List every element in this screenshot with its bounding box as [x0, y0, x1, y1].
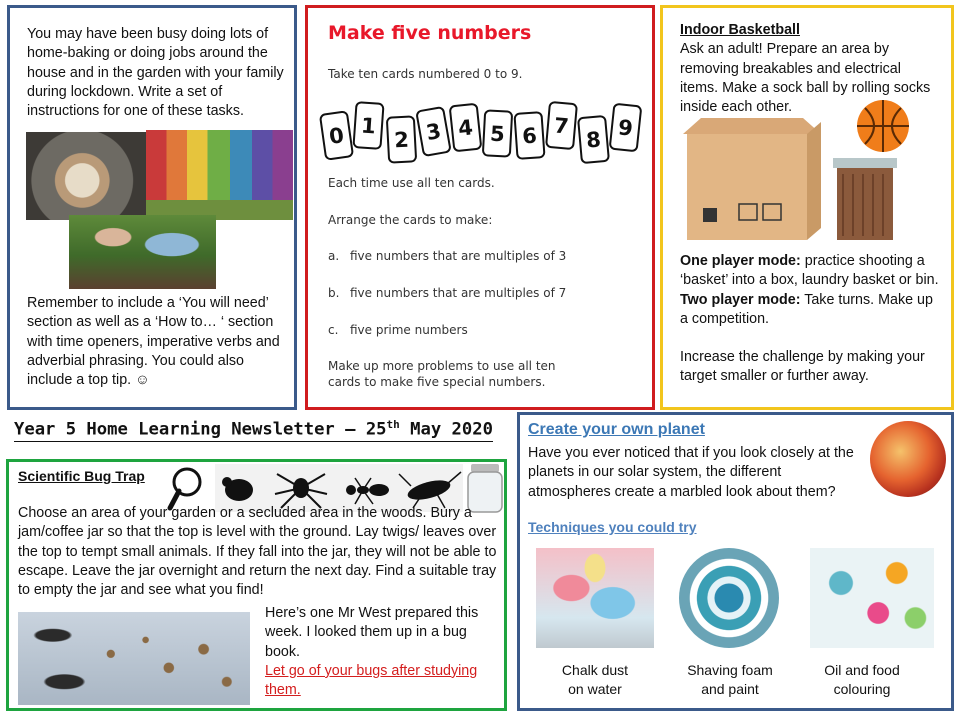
basketball-intro: Ask an adult! Prepare an area by removing breakables and electrical items. Make a sock ball by rolling socks inside each other.: [680, 41, 931, 116]
caption-oil: Oil and food colouring: [824, 662, 900, 698]
numbers-item-c: [328, 322, 648, 338]
two-player-text: Two player mode: Take turns. Make up a competition.: [680, 291, 933, 327]
gardening-photo: [69, 215, 216, 289]
oil-colouring-photo: [810, 548, 934, 648]
cardboard-box-icon: [683, 118, 821, 240]
writing-remember-text: Remember to include a ‘You will need’ section as well as a ‘How to… ‘ section with time openers, imperative verbs and adverbial phrasing. You could also include a top tip. ☺: [27, 295, 280, 389]
rainbow-fence-photo: [146, 130, 293, 220]
laundry-basket-icon: [833, 158, 897, 240]
box-and-basket-illustration: [683, 96, 933, 244]
numbers-item-a: [328, 248, 648, 264]
number-card: 6: [513, 111, 545, 160]
chalk-dust-photo: [536, 548, 654, 648]
number-card: 0: [319, 110, 354, 161]
beetle-icon: [222, 477, 253, 501]
writing-intro-text: You may have been busy doing lots of home-baking or doing jobs around the house and in the garden with your family during lockdown. Write a set of instructions for one of these tasks.: [27, 26, 284, 120]
basketball-challenge: Increase the challenge by making your target smaller or further away.: [680, 349, 925, 385]
numbers-line2: Each time use all ten cards.: [328, 176, 495, 190]
marbled-planet-photo: [870, 421, 946, 497]
bug-trap-side-text: Here’s one Mr West prepared this week. I looked them up in a bug book.: [265, 605, 479, 660]
number-card: 3: [415, 106, 452, 157]
panel-indoor-basketball: [660, 5, 954, 410]
caption-chalk: Chalk dust on water: [561, 662, 629, 698]
item-text: five prime numbers: [350, 323, 468, 337]
baking-photo: [26, 132, 151, 220]
number-card: 8: [577, 115, 610, 164]
number-card: 9: [609, 103, 643, 153]
number-card: 4: [449, 103, 483, 153]
item-text: five numbers that are multiples of 3: [350, 249, 567, 263]
panel-bug-trap: [6, 459, 507, 711]
number-card: 1: [352, 101, 384, 150]
ant-icon: [346, 478, 389, 504]
number-card: 7: [545, 101, 578, 150]
cockroach-icon: [399, 472, 461, 508]
numbers-item-b: [328, 285, 648, 301]
basketball-icon: [857, 100, 909, 152]
item-letter: a.: [328, 249, 340, 263]
planet-question: Have you ever noticed that if you look closely at the planets in our solar system, the different atmospheres create a marbled look about them?: [528, 445, 854, 500]
shaving-foam-photo: [679, 548, 779, 648]
numbers-line1: Take ten cards numbered 0 to 9.: [328, 67, 523, 81]
basketball-title: Indoor Basketball: [680, 22, 800, 38]
two-player-label: Two player mode:: [680, 291, 801, 308]
panel-writing-instructions: [7, 5, 297, 410]
planet-title: Create your own planet: [528, 421, 705, 438]
numbers-outro: Make up more problems to use all ten cards to make five special numbers.: [328, 359, 556, 389]
techniques-title: Techniques you could try: [528, 519, 697, 535]
one-player-text: One player mode: practice shooting a ‘basket’ into a box, laundry basket or bin.: [680, 253, 939, 289]
number-cards: [318, 96, 648, 166]
spider-icon: [275, 474, 327, 508]
newsletter-title: Year 5 Home Learning Newsletter – 25th May 2020: [14, 418, 493, 440]
number-card: 5: [482, 109, 513, 157]
numbers-title: Make five numbers: [328, 22, 532, 44]
bug-trap-body: Choose an area of your garden or a secluded area in the woods. Bury a jam/coffee jar so that the top is level with the ground. Lay twigs/ leaves over the top to tempt small animals. If they fall into the jar, they will not be able to escape. Leave the jar overnight and return the next day. Find a suitable tray to empty the jar and see what you find!: [18, 505, 497, 599]
item-letter: c.: [328, 323, 339, 337]
caption-foam: Shaving foam and paint: [687, 662, 773, 698]
bug-trap-title: Scientific Bug Trap: [18, 468, 145, 484]
bug-trap-reminder: Let go of your bugs after studying them.: [265, 662, 478, 699]
item-text: five numbers that are multiples of 7: [350, 286, 567, 300]
panel-create-planet: [517, 412, 954, 711]
number-card: 2: [386, 115, 417, 163]
numbers-line3: Arrange the cards to make:: [328, 213, 493, 227]
bug-tray-photo: [18, 612, 250, 705]
panel-make-five-numbers: [305, 5, 655, 410]
item-letter: b.: [328, 286, 340, 300]
one-player-label: One player mode:: [680, 253, 801, 269]
